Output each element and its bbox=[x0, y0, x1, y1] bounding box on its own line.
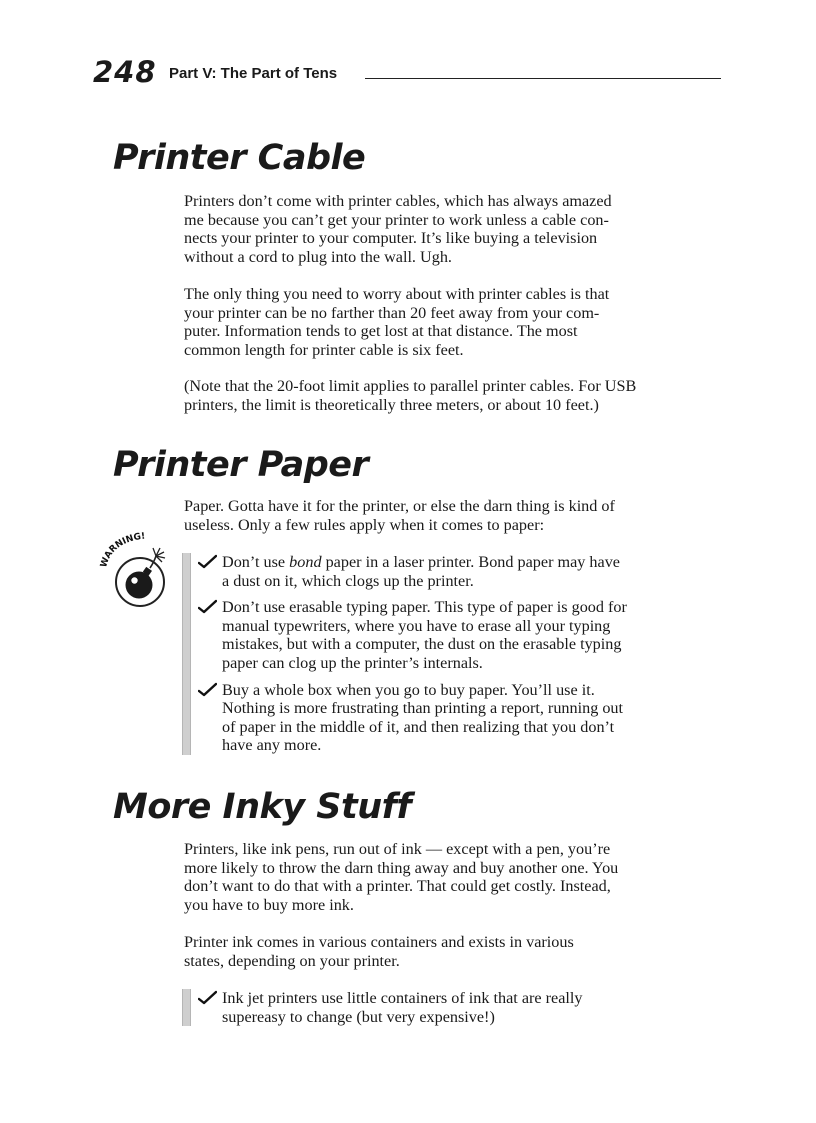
checkmark-bullet-icon bbox=[198, 554, 217, 569]
paragraph: Paper. Gotta have it for the printer, or else the darn thing is kind of useless. Only a few rules apply when it comes to paper: bbox=[184, 497, 615, 534]
page-number: 248 bbox=[93, 55, 157, 89]
list-item: Don’t use erasable typing paper. This type of paper is good for manual typewriters, where you have to erase all your typing mistakes, but with a computer, the dust on the erasable typing paper can clog up the printer’s internals. bbox=[182, 598, 627, 672]
warning-label: WARNING! bbox=[99, 531, 146, 569]
bullet-list bbox=[182, 989, 583, 1026]
warning-bomb-icon bbox=[98, 532, 178, 610]
list-item: Buy a whole box when you go to buy paper. You’ll use it. Nothing is more frustrating than printing a report, running out of paper in the middle of it, and then realizing that you don’t have any more. bbox=[182, 681, 627, 755]
list-item: Don’t use bond paper in a laser printer. Bond paper may have a dust on it, which clogs up the printer. bbox=[182, 553, 627, 590]
paragraph: Printers, like ink pens, run out of ink — except with a pen, you’re more likely to throw the darn thing away and buy another one. You don’t want to do that with a printer. That could get costly. Instead, you have to buy more ink. bbox=[184, 840, 619, 914]
paragraph: The only thing you need to worry about with printer cables is that your printer can be no farther than 20 feet away from your com- puter. Information tends to get lost at that distance. The most common length for printer cable is six feet. bbox=[184, 285, 610, 359]
paragraph: (Note that the 20-foot limit applies to parallel printer cables. For USB printers, the limit is theoretically three meters, or about 10 feet.) bbox=[184, 377, 637, 414]
running-header bbox=[93, 56, 723, 88]
checkmark-bullet-icon bbox=[198, 599, 217, 614]
header-rule bbox=[365, 78, 721, 79]
section-heading-printer-cable: Printer Cable bbox=[113, 138, 366, 178]
paragraph: Printers don’t come with printer cables, which has always amazed me because you can’t get your printer to work unless a cable con- nects your printer to your computer. It’s like buying a television without a cord to plug into the wall. Ugh. bbox=[184, 192, 612, 266]
bullet-list bbox=[182, 553, 627, 755]
paragraph: Printer ink comes in various containers and exists in various states, depending on your printer. bbox=[184, 933, 574, 970]
running-title: Part V: The Part of Tens bbox=[169, 65, 338, 82]
section-heading-more-inky-stuff: More Inky Stuff bbox=[113, 787, 412, 827]
list-item: Ink jet printers use little containers of ink that are really supereasy to change (but very expensive!) bbox=[182, 989, 583, 1026]
checkmark-bullet-icon bbox=[198, 682, 217, 697]
section-heading-printer-paper: Printer Paper bbox=[113, 445, 369, 485]
checkmark-bullet-icon bbox=[198, 990, 217, 1005]
